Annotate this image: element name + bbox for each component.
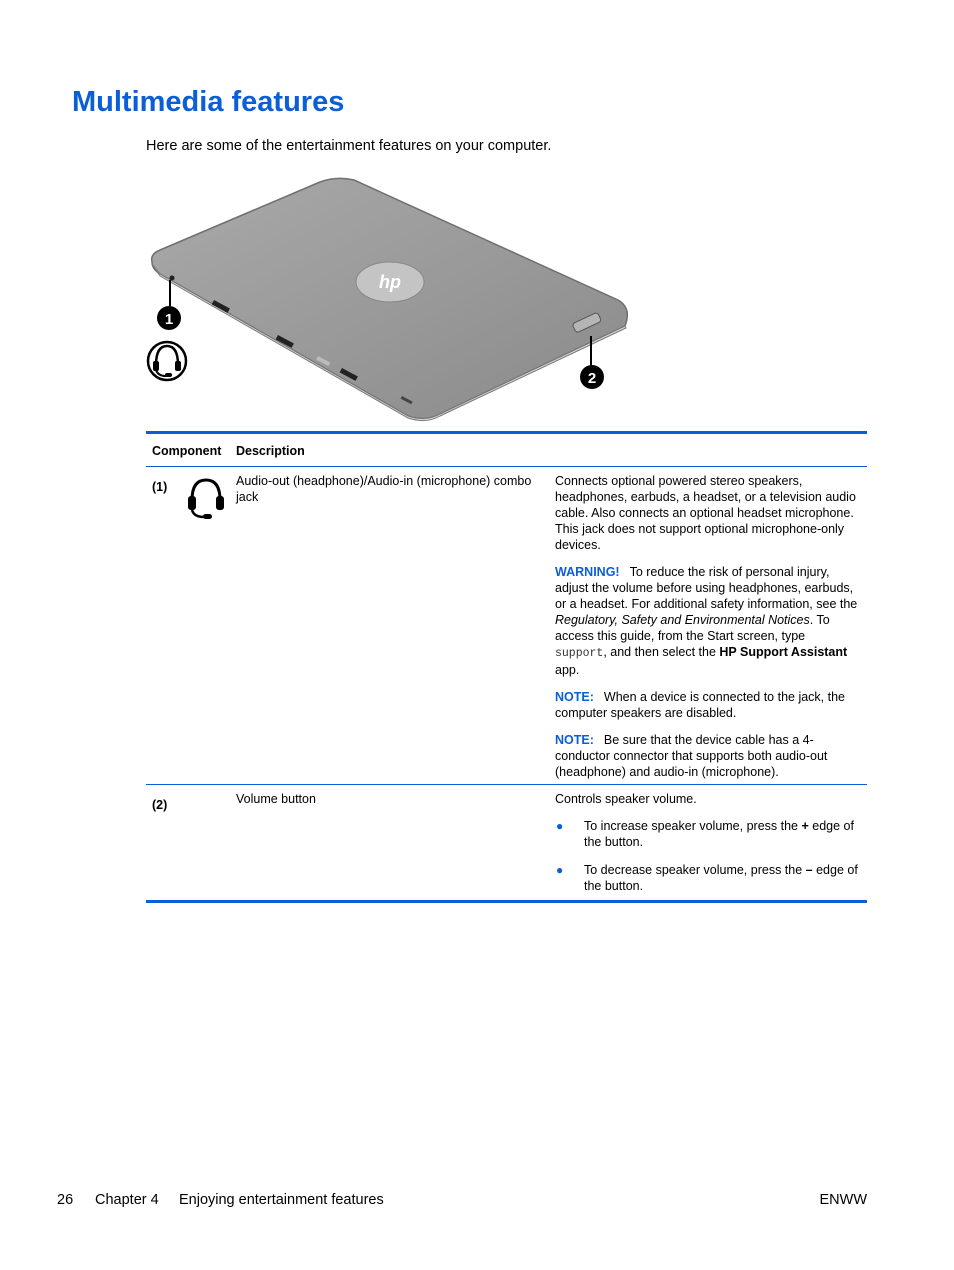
component-name: Volume button xyxy=(236,792,316,806)
table-header xyxy=(146,434,867,466)
warning-note: WARNING! To reduce the risk of personal injury, adjust the volume before using headphones, earbuds, or a headset. For additional safety information, see the Regulatory, Safety and Environmental Notices. To access this guide, from the Start screen, type support, and then select the HP Support Assistant app. xyxy=(555,565,858,677)
callout-2-number: 2 xyxy=(587,370,597,387)
header-description: Description xyxy=(236,444,305,458)
description-main: Controls speaker volume. xyxy=(555,792,697,806)
bullet-icon: ● xyxy=(556,863,564,877)
tablet-figure xyxy=(140,170,640,425)
headset-icon xyxy=(148,342,186,380)
note-2: NOTE: Be sure that the device cable has a 4-conductor connector that supports both audio-out (headphone) and audio-in (microphone). xyxy=(555,733,828,779)
list-item: ● To increase speaker volume, press the + edge of the button. xyxy=(556,819,854,849)
footer-page-number: 26 xyxy=(57,1192,74,1208)
callout-1-number: 1 xyxy=(164,311,174,328)
warning-label: WARNING! xyxy=(555,565,620,579)
intro-text: Here are some of the entertainment features on your computer. xyxy=(146,138,552,154)
footer-chapter-title: Enjoying entertainment features xyxy=(179,1192,384,1208)
header-component: Component xyxy=(152,444,222,458)
table-row xyxy=(146,467,867,784)
note-label: NOTE: xyxy=(555,690,594,704)
footer-chapter: Chapter 4 xyxy=(95,1192,159,1208)
component-description xyxy=(555,473,860,791)
table-row xyxy=(146,785,867,900)
page-title: Multimedia features xyxy=(72,86,345,118)
bullet-icon: ● xyxy=(556,819,564,833)
row-number: (1) xyxy=(152,480,168,494)
headphone-icon xyxy=(186,476,226,520)
list-item: ● To decrease speaker volume, press the – edge of the button. xyxy=(556,863,858,893)
description-main: Connects optional powered stereo speakers, headphones, earbuds, a headset, or a television audio cable. Also connects an optional headset microphone. This jack does not support optional microphone-only devices. xyxy=(555,474,856,552)
hp-logo-text: hp xyxy=(379,272,401,292)
volume-bullets xyxy=(555,818,860,894)
footer-doc-code: ENWW xyxy=(819,1192,867,1208)
component-table xyxy=(146,431,867,903)
component-name: Audio-out (headphone)/Audio-in (microphone) combo jack xyxy=(236,474,532,504)
note-label: NOTE: xyxy=(555,733,594,747)
audio-jack xyxy=(170,276,175,281)
row-number: (2) xyxy=(152,798,168,812)
component-description xyxy=(555,791,860,906)
note-1: NOTE: When a device is connected to the jack, the computer speakers are disabled. xyxy=(555,690,846,720)
